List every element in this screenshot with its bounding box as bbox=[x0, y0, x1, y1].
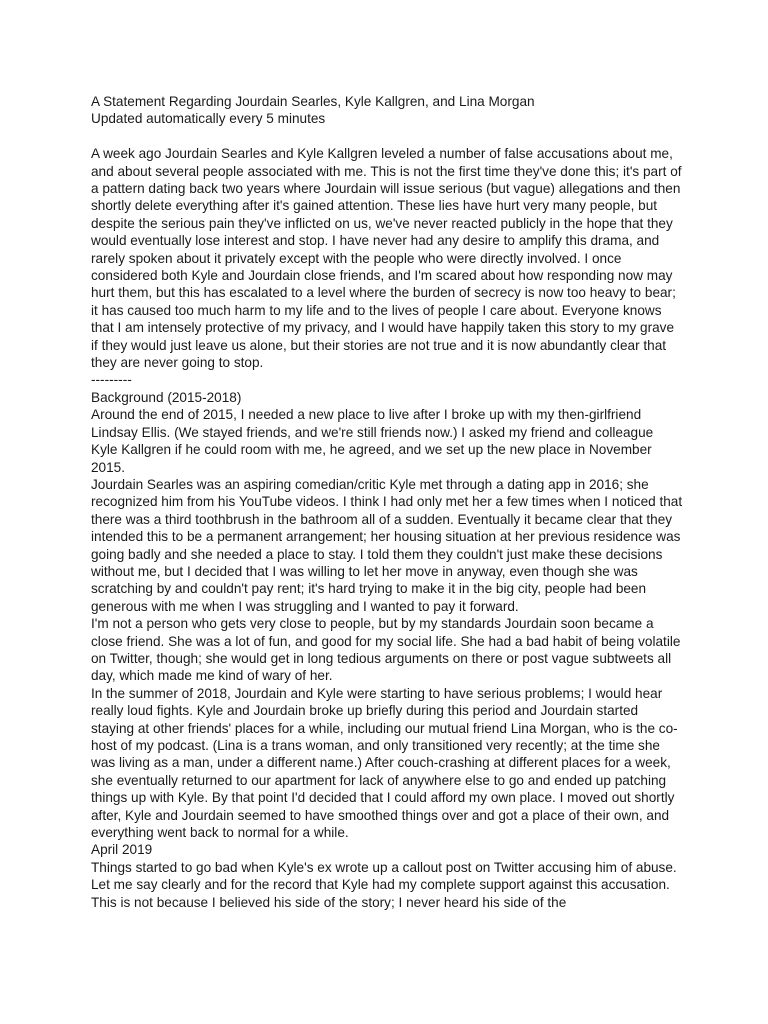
section-divider: --------- bbox=[91, 372, 132, 388]
document-page bbox=[91, 93, 683, 911]
april-paragraph-2: Let me say clearly and for the record that Kyle had my complete support against this accusation. This is not because I believed his side of the story; I never heard his side of the bbox=[91, 877, 670, 910]
background-paragraph-2: Jourdain Searles was an aspiring comedian/critic Kyle met through a dating app in 2016; she recognized him from his YouTube videos. I think I had only met her a few times when I noticed that there was a third toothbrush in the bathroom all of a sudden. Eventually it became clear that they intended this to be a permanent arrangement; her housing situation at her previous residence was going badly and she needed a place to stay. I told them they couldn't just make these decisions without me, but I decided that I was willing to let her move in anyway, even though she was scratching by and couldn't pay rent; it's hard trying to make it in the big city, people had been generous with me when I was struggling and I wanted to pay it forward. bbox=[91, 476, 683, 614]
section-heading-april-2019: April 2019 bbox=[91, 842, 153, 858]
spacer bbox=[91, 128, 683, 145]
intro-paragraph: A week ago Jourdain Searles and Kyle Kallgren leveled a number of false accusations about me, and about several people associated with me. This is not the first time they've done this; it's part of a pattern dating back two years where Jourdain will issue serious (but vague) allegations and then shortly delete everything after it's gained attention. These lies have hurt very many people, but despite the serious pain they've inflicted on us, we've never reacted publicly in the hope that they would eventually lose interest and stop. I have never had any desire to amplify this drama, and rarely spoken about it privately except with the people who were directly involved. I once considered both Kyle and Jourdain close friends, and I'm scared about how responding now may hurt them, but this has escalated to a level where the burden of secrecy is now too heavy to bear; it has caused too much harm to my life and to the lives of people I care about. Everyone knows that I am intensely protective of my privacy, and I would have happily taken this story to my grave if they would just leave us alone, but their stories are not true and it is now abundantly clear that they are never going to stop. bbox=[91, 146, 682, 371]
april-paragraph-1: Things started to go bad when Kyle's ex wrote up a callout post on Twitter accusing him of abuse. bbox=[91, 859, 677, 875]
document-subtitle: Updated automatically every 5 minutes bbox=[91, 111, 326, 127]
section-heading-background: Background (2015-2018) bbox=[91, 389, 242, 405]
document-title: A Statement Regarding Jourdain Searles, Kyle Kallgren, and Lina Morgan bbox=[91, 94, 535, 109]
background-paragraph-1: Around the end of 2015, I needed a new place to live after I broke up with my then-girlfriend Lindsay Ellis. (We stayed friends, and we're still friends now.) I asked my friend and colleague Kyle Kallgren if he could room with me, he agreed, and we set up the new place in November 2015. bbox=[91, 407, 654, 475]
background-paragraph-4: In the summer of 2018, Jourdain and Kyle were starting to have serious problems; I would hear really loud fights. Kyle and Jourdain broke up briefly during this period and Jourdain started staying at other friends' places for a while, including our mutual friend Lina Morgan, who is the co-host of my podcast. (Lina is a trans woman, and only transitioned very recently; at the time she was living as a man, under a different name.) After couch-crashing at different places for a week, she eventually returned to our apartment for lack of anywhere else to go and ended up patching things up with Kyle. By that point I'd decided that I could afford my own place. I moved out shortly after, Kyle and Jourdain seemed to have smoothed things over and got a place of their own, and everything went back to normal for a while. bbox=[91, 685, 678, 841]
background-paragraph-3: I'm not a person who gets very close to people, but by my standards Jourdain soon became a close friend. She was a lot of fun, and good for my social life. She had a bad habit of being volatile on Twitter, though; she would get in long tedious arguments on there or post vague subtweets all day, which made me kind of wary of her. bbox=[91, 616, 681, 684]
